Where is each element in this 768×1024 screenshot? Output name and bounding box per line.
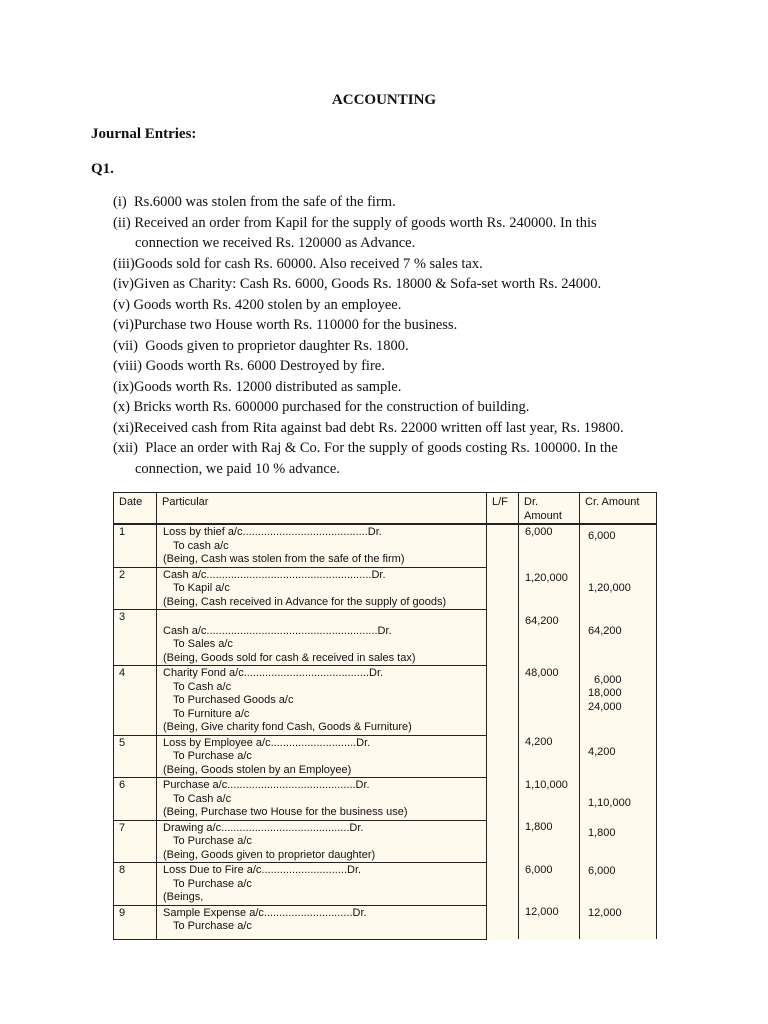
entry-dr-amount [519,905,580,939]
entry-narration: (Being, Cash received in Advance for the supply of goods) [163,595,447,608]
entry-debit-account: Drawing a/c..........................................Dr. [163,821,364,834]
question-text-continued: connection we received Rs. 120000 as Advance. [135,235,416,251]
question-item [113,315,673,336]
entry-particular [157,567,487,610]
entry-date: 8 [114,863,157,906]
entry-dr-amount [519,666,580,736]
entry-date: 6 [114,778,157,821]
cr-amount-value: 1,20,000 [588,582,631,594]
entry-dr-amount [519,610,580,666]
dr-amount-value: 1,20,000 [525,572,568,584]
question-text: Purchase two House worth Rs. 110000 for the business. [133,317,458,333]
entry-date: 9 [114,905,157,939]
question-text: Given as Charity: Cash Rs. 6000, Goods Rs. 18000 & Sofa-set worth Rs. 24000. [133,276,602,292]
entry-debit-account: Sample Expense a/c.............................Dr. [163,906,367,919]
journal-table [113,492,657,940]
entry-particular [157,863,487,906]
entry-credit-account: To Purchase a/c [173,877,252,890]
entry-cr-amount [580,524,657,567]
question-text: Rs.6000 was stolen from the safe of the firm. [133,194,396,210]
question-text: Goods given to proprietor daughter Rs. 1800. [145,337,409,354]
entry-credit-account: To Kapil a/c [173,582,230,594]
entry-cr-amount [580,820,657,863]
entry-dr-amount [519,863,580,906]
entry-date: 7 [114,820,157,863]
entry-credit-account: To Cash a/c [173,792,232,805]
question-text: Received cash from Rita against bad debt Rs. 22000 written off last year, Rs. 19800. [133,419,624,436]
table-row [114,735,657,778]
question-text: Goods worth Rs. 6000 Destroyed by fire. [145,358,385,374]
entry-credit-account: To Purchase a/c [173,920,252,932]
question-item [113,418,673,439]
entry-date: 2 [114,567,157,610]
entry-narration: (Being, Goods stolen by an Employee) [163,763,352,776]
cr-amount-value: 12,000 [588,907,622,919]
cr-amount-value: 4,200 [588,746,616,758]
table-row [114,524,657,567]
entry-dr-amount [519,567,580,610]
entry-particular [157,778,487,821]
cr-amount-value: 6,000 [588,530,616,542]
cr-amount-value: 1,800 [588,827,616,839]
entry-date: 1 [114,524,157,567]
entry-debit-account: Charity Fond a/c.........................................Dr. [163,667,384,679]
question-number: (v) [113,296,134,313]
cr-amount-value: 64,200 [588,624,622,637]
question-item [113,192,673,213]
entry-lf [487,735,519,778]
entry-cr-amount [580,778,657,821]
cr-amount-value: 1,10,000 [588,796,631,809]
entry-particular [157,524,487,567]
entry-credit-account: To Cash a/c [173,680,232,693]
question-number: (ix) [113,378,134,395]
table-row [114,666,657,736]
journal-body [114,524,657,939]
question-number: (vi) [113,317,134,333]
question-item [113,213,673,254]
entry-debit-account: Loss by thief a/c.........................................Dr. [163,526,382,538]
table-row [114,863,657,906]
table-row [114,610,657,666]
entry-dr-amount [519,778,580,821]
document-title: ACCOUNTING [331,92,437,108]
entry-particular [157,735,487,778]
entry-date: 4 [114,666,157,736]
header-cr-amount: Cr. Amount [580,493,657,525]
entry-lf [487,905,519,939]
question-text: Goods worth Rs. 4200 stolen by an employee. [133,296,402,313]
table-row [114,567,657,610]
entry-debit-account: Purchase a/c..........................................Dr. [163,779,370,791]
entry-date: 5 [114,735,157,778]
entry-lf [487,863,519,906]
question-number: (xi) [113,419,134,436]
entry-cr-amount [580,610,657,666]
entry-lf [487,666,519,736]
entry-cr-amount [580,905,657,939]
entry-lf [487,778,519,821]
entry-dr-amount [519,735,580,778]
question-item [113,397,673,418]
entry-debit-account: Cash a/c......................................................Dr. [163,568,386,581]
entry-cr-amount [580,666,657,736]
question-item [113,438,673,479]
entry-credit-account: To Furniture a/c [173,707,250,720]
entry-credit-account: To cash a/c [173,539,229,552]
entry-narration: (Beings, [163,891,204,903]
entry-date: 3 [114,610,157,666]
entry-narration: (Being, Purchase two House for the business use) [163,806,408,818]
question-number: (i) [113,194,134,210]
table-row [114,820,657,863]
entry-narration: (Being, Give charity fond Cash, Goods & Furniture) [163,721,412,733]
entry-dr-amount [519,524,580,567]
question-text: Goods sold for cash Rs. 60000. Also received 7 % sales tax. [134,255,483,272]
question-item [113,295,673,316]
cr-amount-value: 6,000 [588,864,616,877]
dr-amount-value: 48,000 [525,666,559,679]
question-item [113,377,673,398]
dr-amount-value: 1,10,000 [525,778,568,791]
table-row [114,905,657,939]
question-item [113,336,673,357]
entry-narration: (Being, Goods sold for cash & received in sales tax) [163,651,416,664]
entry-credit-account: To Purchase a/c [173,835,252,847]
question-number: (x) [113,399,134,415]
dr-amount-value: 6,000 [525,863,553,876]
question-label: Q1. [91,161,114,177]
question-number: (ii) [113,214,135,231]
entry-particular [157,610,487,666]
question-number: (iv) [113,276,134,292]
entry-cr-amount [580,735,657,778]
entry-narration: (Being, Goods given to proprietor daughter) [163,848,376,861]
entry-particular [157,820,487,863]
entry-credit-account: To Sales a/c [173,638,233,650]
dr-amount-value: 64,200 [525,614,559,627]
question-list [113,192,673,479]
entry-lf [487,610,519,666]
dr-amount-value: 4,200 [525,736,553,748]
question-text: Goods worth Rs. 12000 distributed as sample. [133,378,402,395]
header-lf: L/F [487,493,519,525]
cr-amount-value: 18,000 [588,687,622,699]
header-particular: Particular [157,493,487,525]
entry-particular [157,666,487,736]
entry-cr-amount [580,567,657,610]
question-number: (xii) [113,440,146,456]
entry-credit-account: To Purchased Goods a/c [173,694,294,706]
entry-particular [157,905,487,939]
cr-amount-value: 24,000 [588,700,622,713]
header-date: Date [114,493,157,525]
table-row [114,778,657,821]
entry-credit-account: To Purchase a/c [173,750,252,762]
entry-debit-account: Loss Due to Fire a/c............................Dr. [163,864,362,876]
question-item [113,356,673,377]
dr-amount-value: 1,800 [525,821,553,833]
question-number: (vii) [113,337,146,354]
entry-lf [487,820,519,863]
entry-cr-amount [580,863,657,906]
entry-dr-amount [519,820,580,863]
table-header-row [114,493,657,525]
entry-lf [487,524,519,567]
entry-lf [487,567,519,610]
header-dr-amount: Dr. Amount [519,493,580,525]
entry-debit-account [163,611,481,625]
question-number: (iii) [113,255,135,272]
dr-amount-value: 12,000 [525,906,559,918]
question-item [113,274,673,295]
entry-debit-account: Loss by Employee a/c............................Dr. [163,736,371,749]
section-heading: Journal Entries: [91,126,197,142]
question-item [113,254,673,275]
entry-narration: (Being, Cash was stolen from the safe of the firm) [163,553,405,565]
question-text: Bricks worth Rs. 600000 purchased for the construction of building. [133,399,530,415]
dr-amount-value: 6,000 [525,526,553,538]
question-text: Received an order from Kapil for the supply of goods worth Rs. 240000. In this [134,214,597,231]
question-number: (viii) [113,358,146,374]
entry-debit-account: Cash a/c........................................................Dr. [163,624,392,637]
cr-amount-value: 6,000 [594,673,622,686]
question-text: Place an order with Raj & Co. For the supply of goods costing Rs. 100000. In the [145,440,618,456]
question-text-continued: connection, we paid 10 % advance. [135,460,340,477]
